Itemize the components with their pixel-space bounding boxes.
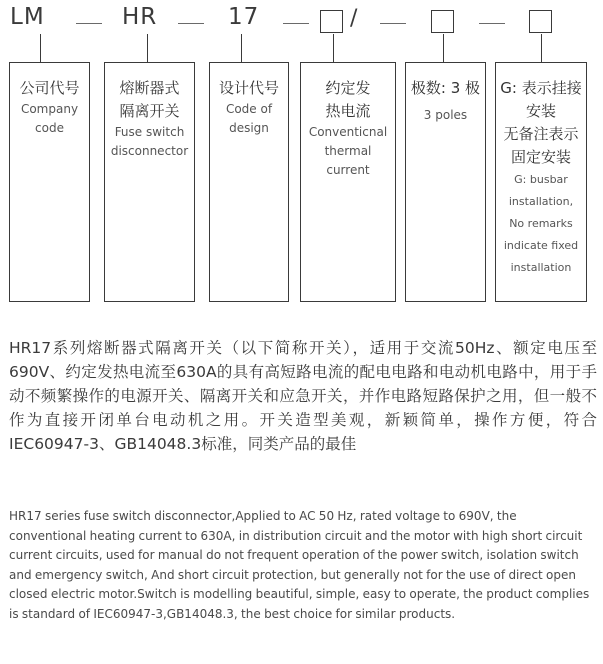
box-zh-line: 固定安装 [510,148,571,166]
code-dash [76,23,102,24]
box-zh-line: G: 表示挂接 [500,79,582,97]
connector-line [443,34,444,62]
code-placeholder-installation [529,10,552,33]
box-en-line: installation, [508,195,574,208]
connector-line [333,34,334,62]
box-en-line: indicate fixed [503,239,579,252]
box-poles [405,62,486,302]
code-dash [178,23,204,24]
connector-line [541,34,542,62]
box-en-line: disconnector [110,144,189,158]
code-segment-company: LM [10,4,45,30]
code-dash [283,23,309,24]
box-en-line: design [229,121,269,135]
box-zh-line: 公司代号 [19,79,80,97]
box-zh-line: 设计代号 [218,79,279,97]
box-en-line: G: busbar [514,173,568,186]
box-company-code [9,62,90,302]
box-en-line: Fuse switch [114,125,185,139]
box-en-line: thermal [324,144,372,158]
box-zh-line: 极数: 3 极 [410,79,481,97]
connector-line [40,34,41,62]
box-en-line: Code of [225,102,273,116]
code-dash [380,23,406,24]
code-slash: / [350,6,358,31]
code-dash [479,23,505,24]
box-zh-line: 热电流 [325,102,371,120]
box-installation [495,62,587,302]
box-design-code [209,62,289,302]
model-code-row [0,4,603,44]
description-english: HR17 series fuse switch disconnector,Applied to AC 50 Hz, rated voltage to 690V, the conventional heating current to 630A, in distribution circuit and the motor with high short circuit current circuits, used for manual do not frequent operation of the power switch, isolation switch and emergency switch, And short circuit protection, but generally not for the use of direct open closed electric motor.Switch is modelling beautiful, simple, easy to operate, the product complies is standard of IEC60947-3,GB14048.3, the best choice for similar products. [9,509,590,621]
code-placeholder-current [320,10,343,33]
box-en-line: 3 poles [423,108,468,122]
box-zh-line: 约定发 [325,79,371,97]
code-segment-design: 17 [228,4,260,30]
description-chinese: HR17系列熔断器式隔离开关（以下简称开关），适用于交流50Hz、额定电压至690V、约定发热电流至630A的具有高短路电流的配电电路和电动机电路中，用于手动不频繁操作的电源开关、隔离开关和应急开关，并作电路短路保护之用，但一般不作为直接开闭单台电动机之用。开关造型美观，新颖简单，操作方便，符合IEC60947-3、GB14048.3标准，同类产品的最佳 [9,339,597,453]
box-en-line: installation [510,261,572,274]
box-en-line: code [35,121,64,135]
box-en-line: Company [20,102,79,116]
box-zh-line: 隔离开关 [119,102,180,120]
code-segment-product: HR [122,4,158,30]
box-zh-line: 安装 [525,102,556,120]
code-placeholder-poles [431,10,454,33]
box-thermal-current [300,62,396,302]
connector-line [147,34,148,62]
box-zh-line: 熔断器式 [119,79,180,97]
box-zh-line: 无备注表示 [503,125,579,143]
box-en-line: No remarks [509,217,573,230]
connector-line [241,34,242,62]
box-en-line: Conventicnal [308,125,388,139]
box-product-type [104,62,195,302]
box-en-line: current [326,163,370,177]
